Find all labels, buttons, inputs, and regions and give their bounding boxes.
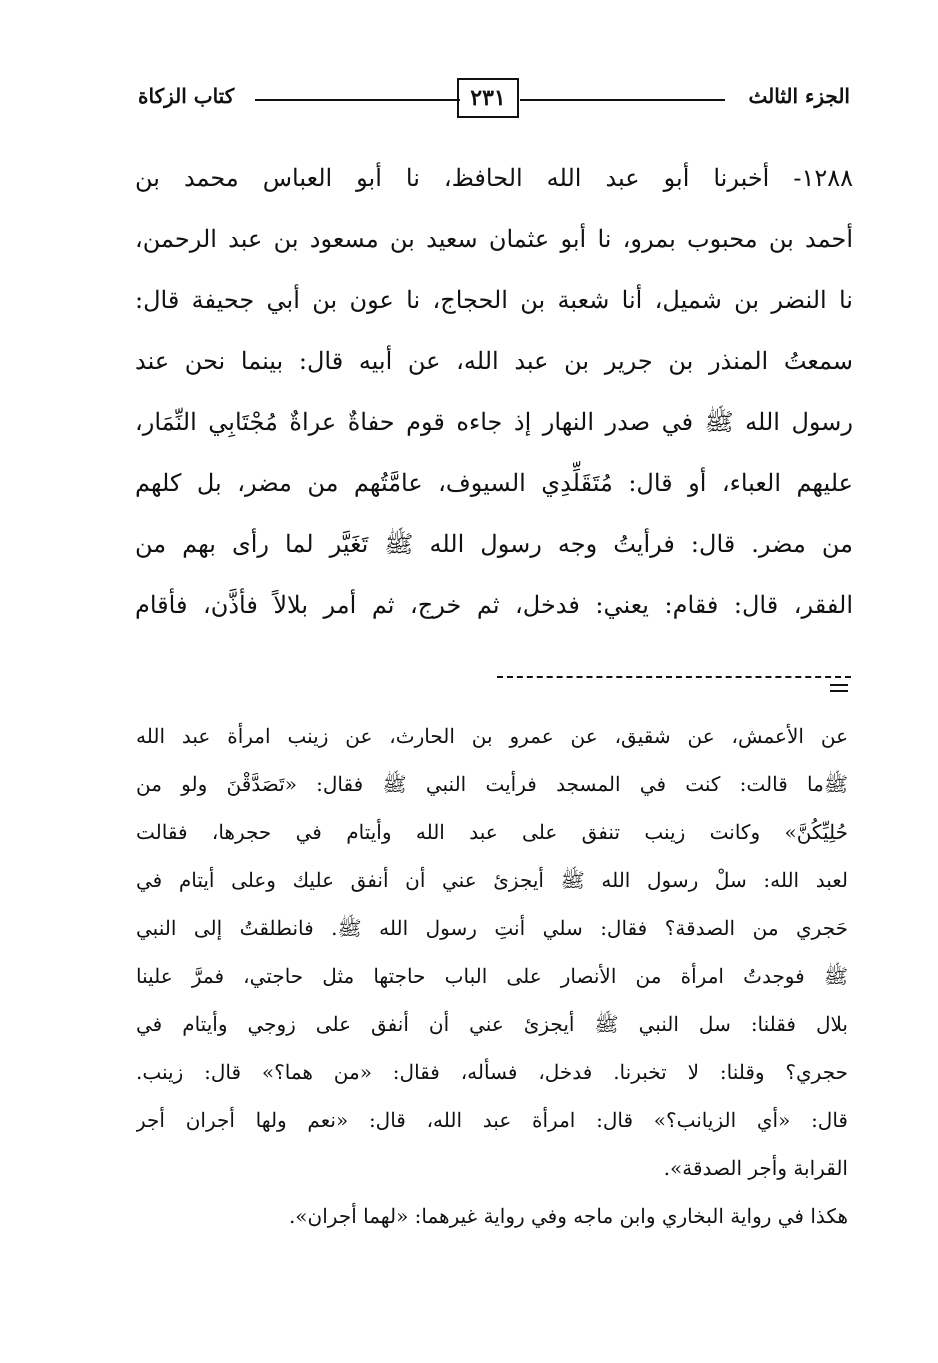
main-text-line: نا النضر بن شميل، أنا شعبة بن الحجاج، نا عون بن أبي جحيفة قال: bbox=[135, 286, 853, 314]
footnote-line: بلال فقلنا: سل النبي ﷺ أيجزئ عني أن أنفق على زوجي وأيتام في bbox=[136, 1012, 848, 1036]
main-text-line: رسول الله ﷺ في صدر النهار إذ جاءه قوم حفاةٌ عراةٌ مُجْتَابِي النِّمَار، bbox=[135, 408, 853, 436]
footnote-line: حجري؟ وقلنا: لا تخبرنا. فدخل، فسأله، فقال: «من هما؟» قال: زينب. bbox=[136, 1060, 848, 1084]
main-text-block bbox=[135, 148, 853, 636]
main-text-line: الفقر، قال: فقام: يعني: فدخل، ثم خرج، ثم أمر بلالاً فأذَّن، فأقام bbox=[135, 591, 853, 619]
footnote-line: ﷺ فوجدتُ امرأة من الأنصار على الباب حاجتها مثل حاجتي، فمرَّ علينا bbox=[136, 964, 848, 988]
footnote-line: حُلِيِّكُنَّ» وكانت زينب تنفق على عبد الله وأيتام في حجرها، فقالت bbox=[136, 820, 848, 844]
footnote-line: ﷺما قالت: كنت في المسجد فرأيت النبي ﷺ فقال: «تَصَدَّقْنَ ولو من bbox=[136, 772, 848, 796]
header-rule-right bbox=[520, 99, 725, 101]
main-text-line: سمعتُ المنذر بن جرير بن عبد الله، عن أبيه قال: بينما نحن عند bbox=[135, 347, 853, 375]
page-number-box: ٢٣١ bbox=[457, 78, 519, 118]
footnote-marker bbox=[830, 684, 848, 692]
footnote-line: عن الأعمش، عن شقيق، عن عمرو بن الحارث، عن زينب امرأة عبد الله bbox=[136, 724, 848, 748]
main-text-line: عليهم العباء، أو قال: مُتَقَلِّدِي السيوف، عامَّتُهم من مضر، بل كلهم bbox=[135, 469, 853, 497]
main-text-line: من مضر. قال: فرأيتُ وجه رسول الله ﷺ تَغَيَّر لما رأى بهم من bbox=[135, 530, 853, 558]
main-text-line: أحمد بن محبوب بمرو، نا أبو عثمان سعيد بن مسعود بن عبد الرحمن، bbox=[135, 225, 853, 253]
footnote-line: هكذا في رواية البخاري وابن ماجه وفي رواية غيرهما: «لهما أجران». bbox=[288, 1204, 848, 1228]
footnote-separator bbox=[497, 676, 851, 678]
header-rule-left bbox=[255, 99, 460, 101]
volume-part-label: الجزء الثالث bbox=[748, 84, 850, 108]
footnote-line: قال: «أي الزيانب؟» قال: امرأة عبد الله، قال: «نعم ولها أجران أجر bbox=[136, 1108, 848, 1132]
footnote-line: حَجري من الصدقة؟ فقال: سلي أنتِ رسول الله ﷺ. فانطلقتُ إلى النبي bbox=[136, 916, 848, 940]
footnote-line: القرابة وأجر الصدقة». bbox=[663, 1156, 848, 1180]
footnote-block bbox=[136, 712, 848, 1240]
book-title: كتاب الزكاة bbox=[138, 84, 235, 108]
running-header bbox=[130, 78, 850, 128]
main-text-line: ١٢٨٨- أخبرنا أبو عبد الله الحافظ، نا أبو العباس محمد بن bbox=[135, 164, 853, 192]
footnote-line: لعبد الله: سلْ رسول الله ﷺ أيجزئ عني أن أنفق عليك وعلى أيتام في bbox=[136, 868, 848, 892]
